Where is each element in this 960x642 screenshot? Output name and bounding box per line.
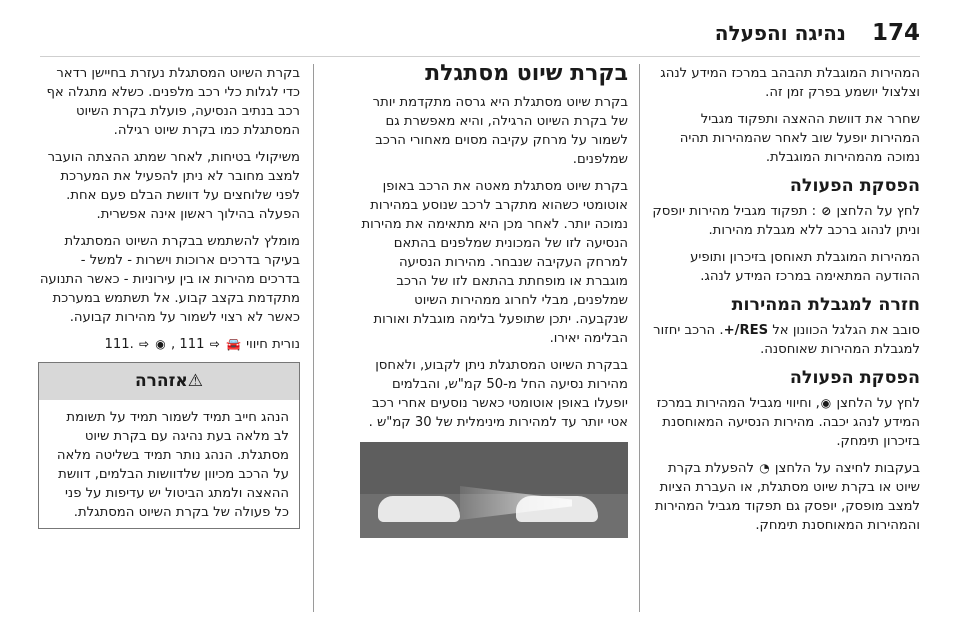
page-header	[40, 18, 920, 48]
text: . הרכב יחזור למגבלת המהירות שאוחסנה.	[653, 323, 920, 357]
following-car	[378, 496, 460, 522]
paragraph: בקרת שיוט מסתגלת מאטה את הרכב באופן אוטומטי כשהוא מתקרב לרכב שנוסע במהירות נמוכה יותר. לאחר מכן היא מתאימה את מהירות הנסיעה לזו של המכונית שמלפנים בהתאם למרחק העקיבה שנבחר. מהירות הנסיעה מוגברת או מופחתת בהתאם לזו של הרכב שמלפנים, מבלי לחרוג ממהירות השיוט שנקבעה. יתכן שתופעל בלימה מוגבלת ואורות הבלימה יאירו.	[361, 179, 628, 346]
cancel-button-icon: ⊘	[821, 204, 832, 218]
paragraph: מומלץ להשתמש בבקרת השיוט המסתגלת בעיקר בדרכים ארוכות וישרות - למשל - בדרכים מהירות או בין עירוניות - כאשר התנועה מתקדמת בקצב קבוע. אל תשתמש במערכת כאשר לא רצוי לשמור על מהירות קבועה.	[39, 234, 300, 325]
paragraph: שחרר את דוושת ההאצה ותפקוד מגביל המהירות יופעל שוב לאחר שהמהירות תהיה נמוכה מהמהירות המוגבלת.	[679, 112, 920, 165]
paragraph: המהירות המוגבלת תאוחסן בזיכרון ותופיע ההודעה המתאימה במרכז המידע לנהג.	[690, 250, 920, 284]
text: נורית חיווי	[246, 337, 300, 352]
text: לחץ על הלחצן	[836, 204, 920, 219]
text: .111	[104, 337, 134, 352]
paragraph: בקרת שיוט מסתגלת היא גרסה מתקדמת יותר של בקרת השיוט הרגילה, והיא מאפשרת גם לשמור על מרחק עקיבה מסוים מאחורי הרכב שמלפנים.	[372, 95, 628, 167]
column-left	[38, 64, 300, 529]
adaptive-cruise-illustration	[360, 442, 628, 538]
cruise-control-icon: ◔	[759, 461, 770, 475]
column-middle	[360, 61, 628, 538]
paragraph	[652, 459, 920, 535]
speed-limiter-icon: ◉	[155, 337, 166, 351]
key-label: RES/+	[723, 323, 769, 338]
text: לחץ על הלחצן	[836, 396, 920, 411]
text: להפעלת בקרת שיוט או בקרת שיוט מסתגלת, או העברת הציות למצב מופסק, יופסק גם תפקוד מגביל המהירות והמהירות המאוחסנת תימחק.	[654, 461, 920, 533]
arrow-icon: ⇨	[209, 337, 220, 351]
chapter-title: נהיגה והפעלה	[714, 21, 846, 45]
text: : תפקוד מגביל מהירות יופסק וניתן לנהוג ברכב ללא מגבלת מהירות.	[652, 204, 920, 238]
page-number: 174	[871, 20, 920, 46]
section-heading: חזרה למגבלת המהירות	[731, 295, 920, 315]
paragraph	[652, 202, 920, 240]
warning-title: אזהרה	[134, 371, 188, 391]
warning-body: הנהג חייב תמיד לשמור תמיד על תשומת לב מלאה בעת נהיגה עם בקרת שיוט מסתגלת. הנהג נותר תמיד בשליטה מלאה על הרכב מכיוון שלדוושות הבלמים, דוושת ההאצה ולמתג הביטול יש עדיפות על פני כל פעולה של בקרת השיוט המסתגלת.	[56, 410, 289, 520]
speed-limiter-icon: ◉	[820, 396, 832, 410]
section-title: בקרת שיוט מסתגלת	[425, 61, 628, 86]
paragraph: משיקולי בטיחות, לאחר שמתג ההצתה הועבר למצב מחובר לא ניתן להפעיל את המערכת לפני שלוחצים על דוושת הבלם פעם אחת. הפעלה בהילוך ראשון אינה אפשרית.	[47, 150, 300, 222]
arrow-icon: ⇨	[139, 337, 150, 351]
warning-header	[39, 363, 299, 400]
paragraph	[652, 394, 920, 451]
paragraph	[652, 321, 920, 359]
paragraph	[38, 335, 300, 354]
section-heading: הפסקת הפעולה	[789, 176, 920, 196]
paragraph: בבקרת השיוט המסתגלת ניתן לקבוע, ולאחסן מהירות נסיעה החל מ-50 קמ"ש, והבלמים יופעלו באופן אוטומטי כאשר נוסעים אחרי רכב אטי יותר עד למהירות מינימלית של 30 קמ"ש .	[368, 358, 628, 430]
column-divider	[639, 64, 640, 612]
column-right	[652, 64, 920, 543]
text: סובב את הגלגל הכוונון אל	[772, 323, 920, 338]
paragraph: המהירות המוגבלת תהבהב במרכז המידע לנהג וצלצול יושמע בפרק זמן זה.	[660, 66, 920, 100]
text: בעקבות לחיצה על הלחצן	[774, 461, 920, 476]
text: 111 ,	[170, 337, 205, 352]
column-divider	[313, 64, 314, 612]
cruise-car-icon: 🚘	[226, 337, 241, 351]
warning-box	[38, 362, 300, 529]
paragraph: בקרת השיוט המסתגלת נעזרת בחיישן רדאר כדי לגלות כלי רכב מלפנים. כשלא מתגלה אף רכב בנתיב הנסיעה, פועלת בקרת השיוט המסתגלת כמו בקרת שיוט רגילה.	[46, 66, 300, 138]
warning-triangle-icon: ⚠	[187, 371, 204, 391]
text: , וחיווי מגביל המהירות במרכז המידע לנהג יכבה. מהירות הנסיעה המאוחסנת בזיכרון תימחק.	[656, 396, 920, 449]
header-divider	[40, 56, 920, 57]
section-heading: הפסקת הפעולה	[789, 368, 920, 388]
